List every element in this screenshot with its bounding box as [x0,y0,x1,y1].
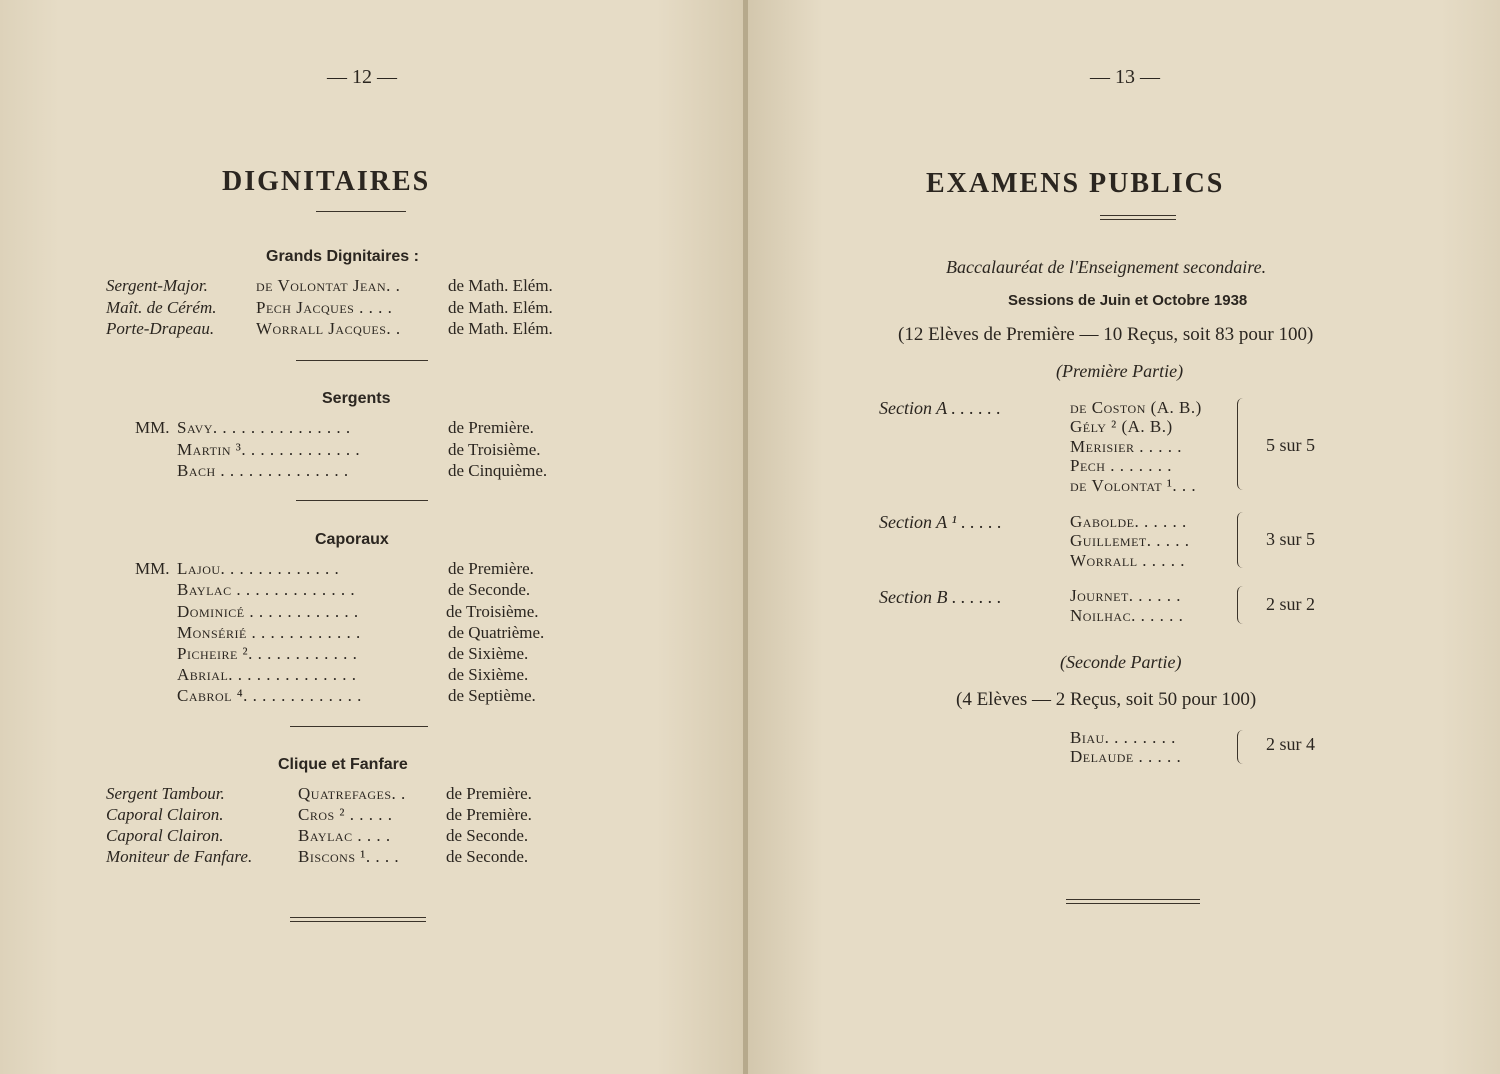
role: Porte-Drapeau. [106,319,215,338]
class: de Math. Elém. [448,319,553,338]
class: de Sixième. [448,644,529,663]
class: de Première. [448,559,534,578]
name: Bach . . . . . . . . . . . . . . [177,461,349,480]
class: de Seconde. [446,847,529,866]
class: de Première. [446,805,532,824]
right-page [748,0,1500,1074]
name: Biscons ¹. . . . [298,847,400,866]
page-title: DIGNITAIRES [222,166,431,197]
subtitle: Baccalauréat de l'Enseignement secondaire. [946,257,1267,277]
class: de Math. Elém. [448,276,553,295]
role: Maît. de Cérém. [106,298,217,317]
section-result: 5 sur 5 [1266,435,1315,455]
section-a1-label: Section A ¹ . . . . . [879,512,1002,532]
divider [296,500,428,501]
name: Delaude . . . . . [1070,747,1182,766]
name: Worrall . . . . . [1070,551,1186,570]
section-heading-grands: Grands Dignitaires : [266,248,419,265]
part-premiere: (Première Partie) [1056,361,1184,381]
title-rule [1100,215,1176,216]
section-heading-sergents: Sergents [322,390,391,407]
end-rule [290,921,426,922]
part-seconde: (Seconde Partie) [1060,652,1182,672]
prefix: MM. [135,418,170,437]
class: de Seconde. [448,580,531,599]
section-result: 3 sur 5 [1266,529,1315,549]
class: de Quatrième. [448,623,545,642]
class: de Math. Elém. [448,298,553,317]
role: Moniteur de Fanfare. [106,847,253,866]
name: Merisier . . . . . [1070,437,1182,456]
role: Caporal Clairon. [106,805,224,824]
brace [1237,586,1244,624]
section-a-label: Section A . . . . . . [879,398,1001,418]
class: de Seconde. [446,826,529,845]
section-heading-caporaux: Caporaux [315,531,389,548]
divider [296,360,428,361]
summary-seconde: (4 Elèves — 2 Reçus, soit 50 pour 100) [956,689,1257,710]
section-heading-clique: Clique et Fanfare [278,756,408,773]
left-page [0,0,745,1074]
end-rule [1066,903,1200,904]
name: Savy. . . . . . . . . . . . . . . [177,418,351,437]
summary-premiere: (12 Elèves de Première — 10 Reçus, soit 83 pour 100) [898,324,1314,345]
page-number: — 12 — [327,66,397,88]
name: Journet. . . . . . [1070,586,1182,605]
sessions: Sessions de Juin et Octobre 1938 [1008,292,1248,309]
name: de Volontat Jean. . [256,276,401,295]
class: de Première. [446,784,532,803]
end-rule [1066,899,1200,900]
page-number: — 13 — [1090,66,1160,88]
role: Caporal Clairon. [106,826,224,845]
name: Guillemet. . . . . [1070,531,1190,550]
class: de Troisième. [446,602,539,621]
class: de Cinquième. [448,461,548,480]
title-rule [316,211,406,212]
prefix: MM. [135,559,170,578]
name: de Volontat ¹. . . [1070,476,1197,495]
name: Biau. . . . . . . . [1070,728,1176,747]
class: de Sixième. [448,665,529,684]
name: Cros ² . . . . . [298,805,393,824]
name: Noilhac. . . . . . [1070,606,1184,625]
class: de Première. [448,418,534,437]
name: Quatrefages. . [298,784,406,803]
seconde-result: 2 sur 4 [1266,734,1315,754]
role: Sergent-Major. [106,276,208,295]
class: de Troisième. [448,440,541,459]
name: Pech . . . . . . . [1070,456,1172,475]
name: Lajou. . . . . . . . . . . . . [177,559,340,578]
page-title: EXAMENS PUBLICS [926,168,1225,199]
end-rule [290,917,426,918]
name: de Coston (A. B.) [1070,398,1202,417]
role: Sergent Tambour. [106,784,225,803]
name: Worrall Jacques. . [256,319,401,338]
divider [290,726,428,727]
name: Martin ³. . . . . . . . . . . . . [177,440,361,459]
name: Dominicé . . . . . . . . . . . . [177,602,359,621]
section-b-label: Section B . . . . . . [879,587,1002,607]
name: Baylac . . . . . . . . . . . . . [177,580,356,599]
name: Pech Jacques . . . . [256,298,393,317]
section-result: 2 sur 2 [1266,594,1315,614]
name: Picheire ². . . . . . . . . . . . [177,644,358,663]
brace [1237,512,1244,568]
name: Cabrol ⁴. . . . . . . . . . . . . [177,686,362,705]
name: Abrial. . . . . . . . . . . . . . [177,665,357,684]
title-rule [1100,219,1176,220]
name: Monsérié . . . . . . . . . . . . [177,623,361,642]
name: Baylac . . . . [298,826,391,845]
name: Gabolde. . . . . . [1070,512,1187,531]
brace [1237,398,1244,490]
brace [1237,730,1244,764]
class: de Septième. [448,686,536,705]
name: Gély ² (A. B.) [1070,417,1173,436]
